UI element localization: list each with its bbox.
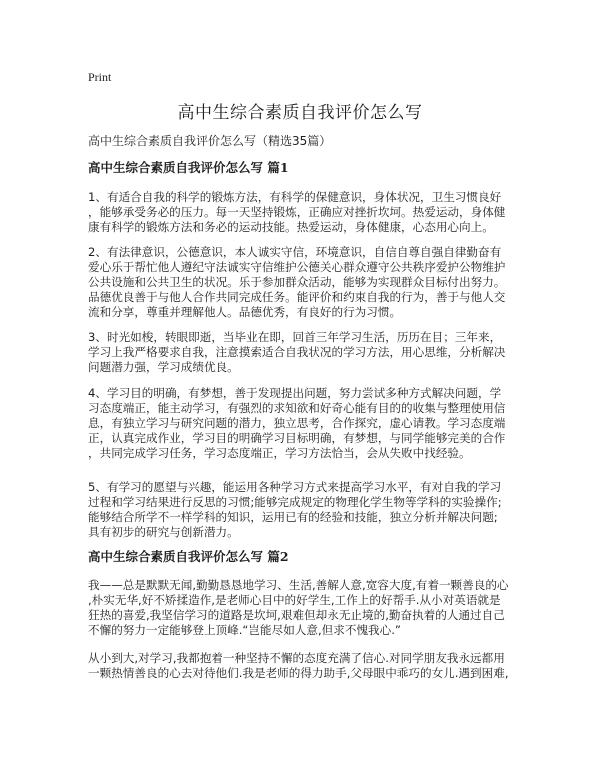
section-heading: 高中生综合素质自我评价怎么写 篇2: [88, 549, 289, 564]
paragraph-line: 康有科学的锻炼方法和务必的运动技能。热爱运动，身体健康，心态用心向上。: [88, 220, 494, 234]
paragraph-line: ，能够承受务必的压力。每一天坚持锻炼，正确应对挫折坎坷。热爱运动，身体健: [88, 205, 506, 219]
paragraph-line: ,朴实无华,好不矫揉造作,是老师心目中的好学生,工作上的好帮手.从小对英语就是: [88, 593, 501, 607]
paragraph: [88, 245, 505, 320]
paragraph-line: 从小到大,对学习,我都抱着一种坚持不懈的态度充满了信心.对同学朋友我永远都用: [88, 651, 505, 665]
print-link[interactable]: Print: [88, 70, 112, 84]
paragraph: [88, 386, 505, 461]
paragraph-line: 5、有学习的愿望与兴趣，能运用各种学习方式来提高学习水平，有对自我的学习: [88, 480, 502, 494]
paragraph-line: 公共设施和公共卫生的状况。乐于参加群众活动，能够为实现群众目标付出努力。: [88, 275, 506, 289]
paragraph-line: 狂热的喜爱,我坚信学习的道路是坎坷,艰难但却永无止境的,勤奋执着的人通过自己: [88, 608, 505, 622]
paragraph-line: 3、时光如梭，转眼即逝，当毕业在即，回首三年学习生活，历历在目；三年来，: [88, 330, 502, 344]
paragraph: [88, 480, 502, 540]
paragraph-line: 我——总是默默无闻,勤勤恳恳地学习、生活,善解人意,宽容大度,有着一颗善良的心: [88, 578, 509, 592]
paragraph-line: 具有初步的研究与创新潜力。: [88, 525, 239, 539]
paragraph-line: 习态度端正，能主动学习，有强烈的求知欲和好奇心能有目的的收集与整理使用信: [88, 401, 506, 415]
paragraph-line: 问题潜力强，学习成绩优良。: [88, 360, 239, 374]
paragraph-line: 一颗热情善良的心去对待他们.我是老师的得力助手,父母眼中乖巧的女儿.遇到困难,: [88, 666, 509, 680]
page-title: 高中生综合素质自我评价怎么写: [177, 103, 423, 123]
paragraph-line: 正，认真完成作业，学习目的明确学习目标明确，有梦想，与同学能够完美的合作: [88, 431, 506, 445]
paragraph-line: 学习上我严格要求自我，注意摸索适合自我状况的学习方法，用心思维，分析解决: [88, 345, 506, 359]
paragraph-line: 过程和学习结果进行反思的习惯;能够完成规定的物理化学生物等学科的实验操作;: [88, 495, 502, 509]
paragraph-line: 不懈的努力一定能够登上顶峰.“岂能尽如人意,但求不愧我心.”: [88, 623, 401, 637]
document-subtitle: 高中生综合素质自我评价怎么写（精选35篇）: [88, 134, 332, 148]
paragraph: [88, 330, 505, 375]
paragraph-line: ，共同完成学习任务，学习态度端正，学习方法恰当，会从失败中找经验。: [88, 446, 471, 460]
paragraph-line: 4、学习目的明确，有梦想，善于发现提出问题，努力尝试多种方式解决问题，学: [88, 386, 502, 400]
paragraph-line: 流和分享，尊重并理解他人。品德优秀，有良好的行为习惯。: [88, 305, 402, 319]
paragraph: [88, 651, 509, 681]
paragraph-line: 能够结合所学不一样学科的知识，运用已有的经验和技能，独立分析并解决问题;: [88, 510, 498, 524]
paragraph: [88, 190, 505, 235]
paragraph-line: 品德优良善于与他人合作共同完成任务。能评价和约束自我的行为，善于与他人交: [88, 290, 506, 304]
paragraph-line: 息，有独立学习与研究问题的潜力，独立思考，合作探究，虚心请教。学习态度端: [88, 416, 506, 430]
paragraph-line: 2、有法律意识，公德意识，本人诚实守信，环境意识，自信自尊自强自律勤奋有: [88, 245, 502, 259]
paragraph-line: 爱心乐于帮忙他人遵纪守法诚实守信维护公德关心群众遵守公共秩序爱护公物维护: [88, 260, 506, 274]
paragraph-line: 1、有适合自我的科学的锻炼方法，有科学的保健意识，身体状况，卫生习惯良好: [88, 190, 502, 204]
section-heading: 高中生综合素质自我评价怎么写 篇1: [88, 160, 289, 175]
paragraph: [88, 578, 509, 638]
